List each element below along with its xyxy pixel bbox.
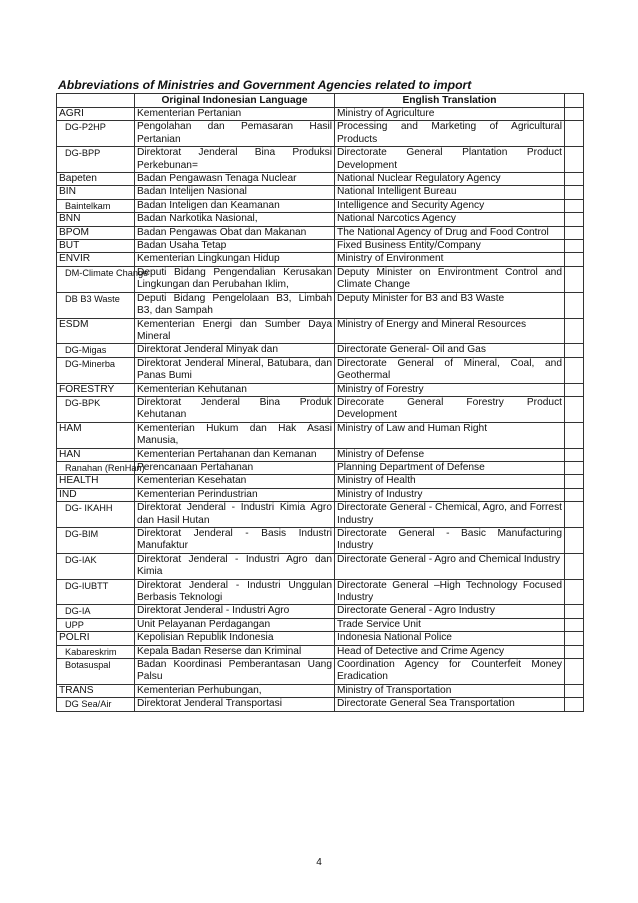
abbreviation-cell: POLRI <box>57 632 135 645</box>
table-row <box>57 698 584 711</box>
table-row <box>57 186 584 199</box>
english-translation-cell: Ministry of Health <box>335 475 565 488</box>
indonesian-name-cell: Badan Usaha Tetap <box>135 240 335 253</box>
table-row <box>57 579 584 605</box>
spacer-cell <box>565 383 584 396</box>
abbreviation-cell: DB B3 Waste <box>57 292 135 318</box>
spacer-cell <box>565 645 584 658</box>
abbreviation-cell: AGRI <box>57 108 135 121</box>
table-row <box>57 488 584 501</box>
table-row <box>57 344 584 357</box>
spacer-cell <box>565 318 584 344</box>
abbreviation-cell: IND <box>57 488 135 501</box>
english-translation-cell: Ministry of Agriculture <box>335 108 565 121</box>
indonesian-name-cell: Kepolisian Republik Indonesia <box>135 632 335 645</box>
spacer-cell <box>565 292 584 318</box>
abbreviation-cell: UPP <box>57 618 135 631</box>
spacer-cell <box>565 632 584 645</box>
abbreviation-cell: DG-Migas <box>57 344 135 357</box>
header-spacer <box>565 94 584 108</box>
abbreviation-cell: HAN <box>57 448 135 461</box>
abbreviation-cell: BNN <box>57 213 135 226</box>
english-translation-cell: National Narcotics Agency <box>335 213 565 226</box>
indonesian-name-cell: Badan Koordinasi Pemberantasan Uang Palsu <box>135 659 335 685</box>
abbreviation-cell: DG-IUBTT <box>57 579 135 605</box>
table-row <box>57 266 584 292</box>
table-row <box>57 475 584 488</box>
spacer-cell <box>565 605 584 618</box>
spacer-cell <box>565 186 584 199</box>
abbreviation-cell: BIN <box>57 186 135 199</box>
english-translation-cell: Trade Service Unit <box>335 618 565 631</box>
table-row <box>57 383 584 396</box>
indonesian-name-cell: Badan Pengawasn Tenaga Nuclear <box>135 173 335 186</box>
indonesian-name-cell: Direktorat Jenderal Bina Produksi Perkebunan= <box>135 147 335 173</box>
spacer-cell <box>565 698 584 711</box>
indonesian-name-cell: Badan Pengawas Obat dan Makanan <box>135 226 335 239</box>
english-translation-cell: Directorate General Plantation Product Development <box>335 147 565 173</box>
english-translation-cell: National Nuclear Regulatory Agency <box>335 173 565 186</box>
abbreviation-cell: DG-BPK <box>57 396 135 422</box>
table-row <box>57 213 584 226</box>
table-row <box>57 226 584 239</box>
english-translation-cell: Directorate General - Agro and Chemical Industry <box>335 553 565 579</box>
spacer-cell <box>565 253 584 266</box>
english-translation-cell: Ministry of Forestry <box>335 383 565 396</box>
spacer-cell <box>565 461 584 474</box>
english-translation-cell: The National Agency of Drug and Food Control <box>335 226 565 239</box>
page-title: Abbreviations of Ministries and Government Agencies related to import <box>58 78 472 92</box>
table-row <box>57 448 584 461</box>
table-row <box>57 396 584 422</box>
table-row <box>57 318 584 344</box>
spacer-cell <box>565 528 584 554</box>
indonesian-name-cell: Direktorat Jenderal - Industri Unggulan Berbasis Teknologi <box>135 579 335 605</box>
english-translation-cell: Direcorate General Forestry Product Development <box>335 396 565 422</box>
indonesian-name-cell: Deputi Bidang Pengelolaan B3, Limbah B3, dan Sampah <box>135 292 335 318</box>
spacer-cell <box>565 357 584 383</box>
indonesian-name-cell: Kementerian Lingkungan Hidup <box>135 253 335 266</box>
indonesian-name-cell: Kementerian Kehutanan <box>135 383 335 396</box>
indonesian-name-cell: Kementerian Kesehatan <box>135 475 335 488</box>
abbreviation-cell: Kabareskrim <box>57 645 135 658</box>
table-row <box>57 292 584 318</box>
indonesian-name-cell: Unit Pelayanan Perdagangan <box>135 618 335 631</box>
spacer-cell <box>565 579 584 605</box>
english-translation-cell: Fixed Business Entity/Company <box>335 240 565 253</box>
indonesian-name-cell: Kementerian Hukum dan Hak Asasi Manusia, <box>135 422 335 448</box>
abbreviation-cell: DM-Climate Change <box>57 266 135 292</box>
english-translation-cell: Indonesia National Police <box>335 632 565 645</box>
indonesian-name-cell: Direktorat Jenderal Transportasi <box>135 698 335 711</box>
table-row <box>57 121 584 147</box>
indonesian-name-cell: Direktorat Jenderal - Basis Industri Manufaktur <box>135 528 335 554</box>
header-english: English Translation <box>335 94 565 108</box>
indonesian-name-cell: Kementerian Perindustrian <box>135 488 335 501</box>
table-row <box>57 645 584 658</box>
english-translation-cell: Directorate General Sea Transportation <box>335 698 565 711</box>
abbreviation-cell: TRANS <box>57 684 135 697</box>
spacer-cell <box>565 226 584 239</box>
english-translation-cell: Head of Detective and Crime Agency <box>335 645 565 658</box>
abbreviation-cell: BPOM <box>57 226 135 239</box>
english-translation-cell: Intelligence and Security Agency <box>335 199 565 212</box>
table-row <box>57 173 584 186</box>
indonesian-name-cell: Badan Intelijen Nasional <box>135 186 335 199</box>
english-translation-cell: Processing and Marketing of Agricultural Products <box>335 121 565 147</box>
english-translation-cell: Deputy Minister for B3 and B3 Waste <box>335 292 565 318</box>
english-translation-cell: Directorate General –High Technology Focused Industry <box>335 579 565 605</box>
abbreviation-cell: DG-BIM <box>57 528 135 554</box>
indonesian-name-cell: Badan Narkotika Nasional, <box>135 213 335 226</box>
table-header-row <box>57 94 584 108</box>
english-translation-cell: Ministry of Energy and Mineral Resources <box>335 318 565 344</box>
indonesian-name-cell: Direktorat Jenderal - Industri Agro <box>135 605 335 618</box>
spacer-cell <box>565 147 584 173</box>
header-abbreviation <box>57 94 135 108</box>
abbreviation-cell: DG-IAK <box>57 553 135 579</box>
spacer-cell <box>565 108 584 121</box>
abbreviation-cell: DG-BPP <box>57 147 135 173</box>
english-translation-cell: Directorate General- Oil and Gas <box>335 344 565 357</box>
spacer-cell <box>565 618 584 631</box>
page-number: 4 <box>316 857 322 868</box>
indonesian-name-cell: Kementerian Pertahanan dan Kemanan <box>135 448 335 461</box>
indonesian-name-cell: Perencanaan Pertahanan <box>135 461 335 474</box>
table-row <box>57 502 584 528</box>
spacer-cell <box>565 121 584 147</box>
english-translation-cell: Ministry of Industry <box>335 488 565 501</box>
indonesian-name-cell: Kepala Badan Reserse dan Kriminal <box>135 645 335 658</box>
abbreviation-cell: DG-IA <box>57 605 135 618</box>
english-translation-cell: Directorate General - Agro Industry <box>335 605 565 618</box>
header-indonesian: Original Indonesian Language <box>135 94 335 108</box>
abbreviation-cell: Botasuspal <box>57 659 135 685</box>
table-row <box>57 605 584 618</box>
english-translation-cell: Directorate General - Chemical, Agro, and Forrest Industry <box>335 502 565 528</box>
english-translation-cell: Ministry of Transportation <box>335 684 565 697</box>
table-row <box>57 422 584 448</box>
indonesian-name-cell: Direktorat Jenderal - Industri Kimia Agro dan Hasil Hutan <box>135 502 335 528</box>
english-translation-cell: Directorate General of Mineral, Coal, and Geothermal <box>335 357 565 383</box>
abbreviation-cell: DG-P2HP <box>57 121 135 147</box>
spacer-cell <box>565 553 584 579</box>
table-row <box>57 684 584 697</box>
indonesian-name-cell: Kementerian Pertanian <box>135 108 335 121</box>
abbreviation-cell: DG Sea/Air <box>57 698 135 711</box>
table-body <box>57 108 584 712</box>
abbreviation-cell: ENVIR <box>57 253 135 266</box>
table-row <box>57 147 584 173</box>
indonesian-name-cell: Badan Inteligen dan Keamanan <box>135 199 335 212</box>
table-row <box>57 632 584 645</box>
indonesian-name-cell: Direktorat Jenderal - Industri Agro dan Kimia <box>135 553 335 579</box>
abbreviation-cell: HEALTH <box>57 475 135 488</box>
spacer-cell <box>565 684 584 697</box>
table-row <box>57 618 584 631</box>
table-row <box>57 199 584 212</box>
spacer-cell <box>565 396 584 422</box>
table-row <box>57 461 584 474</box>
abbreviation-cell: BUT <box>57 240 135 253</box>
abbreviation-cell: Ranahan (RenHan) <box>57 461 135 474</box>
table-row <box>57 253 584 266</box>
indonesian-name-cell: Deputi Bidang Pengendalian Kerusakan Lingkungan dan Perubahan Iklim, <box>135 266 335 292</box>
spacer-cell <box>565 213 584 226</box>
abbreviations-table <box>56 93 584 712</box>
table-row <box>57 357 584 383</box>
spacer-cell <box>565 659 584 685</box>
abbreviation-cell: Baintelkam <box>57 199 135 212</box>
indonesian-name-cell: Pengolahan dan Pemasaran Hasil Pertanian <box>135 121 335 147</box>
indonesian-name-cell: Kementerian Energi dan Sumber Daya Mineral <box>135 318 335 344</box>
spacer-cell <box>565 502 584 528</box>
english-translation-cell: Ministry of Environment <box>335 253 565 266</box>
table-row <box>57 659 584 685</box>
indonesian-name-cell: Direktorat Jenderal Minyak dan <box>135 344 335 357</box>
abbreviation-cell: ESDM <box>57 318 135 344</box>
table-row <box>57 108 584 121</box>
spacer-cell <box>565 488 584 501</box>
table-row <box>57 240 584 253</box>
english-translation-cell: Ministry of Defense <box>335 448 565 461</box>
english-translation-cell: Directorate General - Basic Manufacturing Industry <box>335 528 565 554</box>
spacer-cell <box>565 475 584 488</box>
abbreviation-cell: DG- IKAHH <box>57 502 135 528</box>
english-translation-cell: Deputy Minister on Environtment Control and Climate Change <box>335 266 565 292</box>
spacer-cell <box>565 448 584 461</box>
abbreviation-cell: Bapeten <box>57 173 135 186</box>
table-row <box>57 553 584 579</box>
spacer-cell <box>565 240 584 253</box>
indonesian-name-cell: Kementerian Perhubungan, <box>135 684 335 697</box>
abbreviation-cell: HAM <box>57 422 135 448</box>
english-translation-cell: Planning Department of Defense <box>335 461 565 474</box>
spacer-cell <box>565 199 584 212</box>
spacer-cell <box>565 344 584 357</box>
spacer-cell <box>565 422 584 448</box>
english-translation-cell: Ministry of Law and Human Right <box>335 422 565 448</box>
english-translation-cell: Coordination Agency for Counterfeit Money Eradication <box>335 659 565 685</box>
spacer-cell <box>565 173 584 186</box>
abbreviation-cell: FORESTRY <box>57 383 135 396</box>
english-translation-cell: National Intelligent Bureau <box>335 186 565 199</box>
table-row <box>57 528 584 554</box>
spacer-cell <box>565 266 584 292</box>
indonesian-name-cell: Direktorat Jenderal Mineral, Batubara, dan Panas Bumi <box>135 357 335 383</box>
indonesian-name-cell: Direktorat Jenderal Bina Produk Kehutanan <box>135 396 335 422</box>
abbreviation-cell: DG-Minerba <box>57 357 135 383</box>
